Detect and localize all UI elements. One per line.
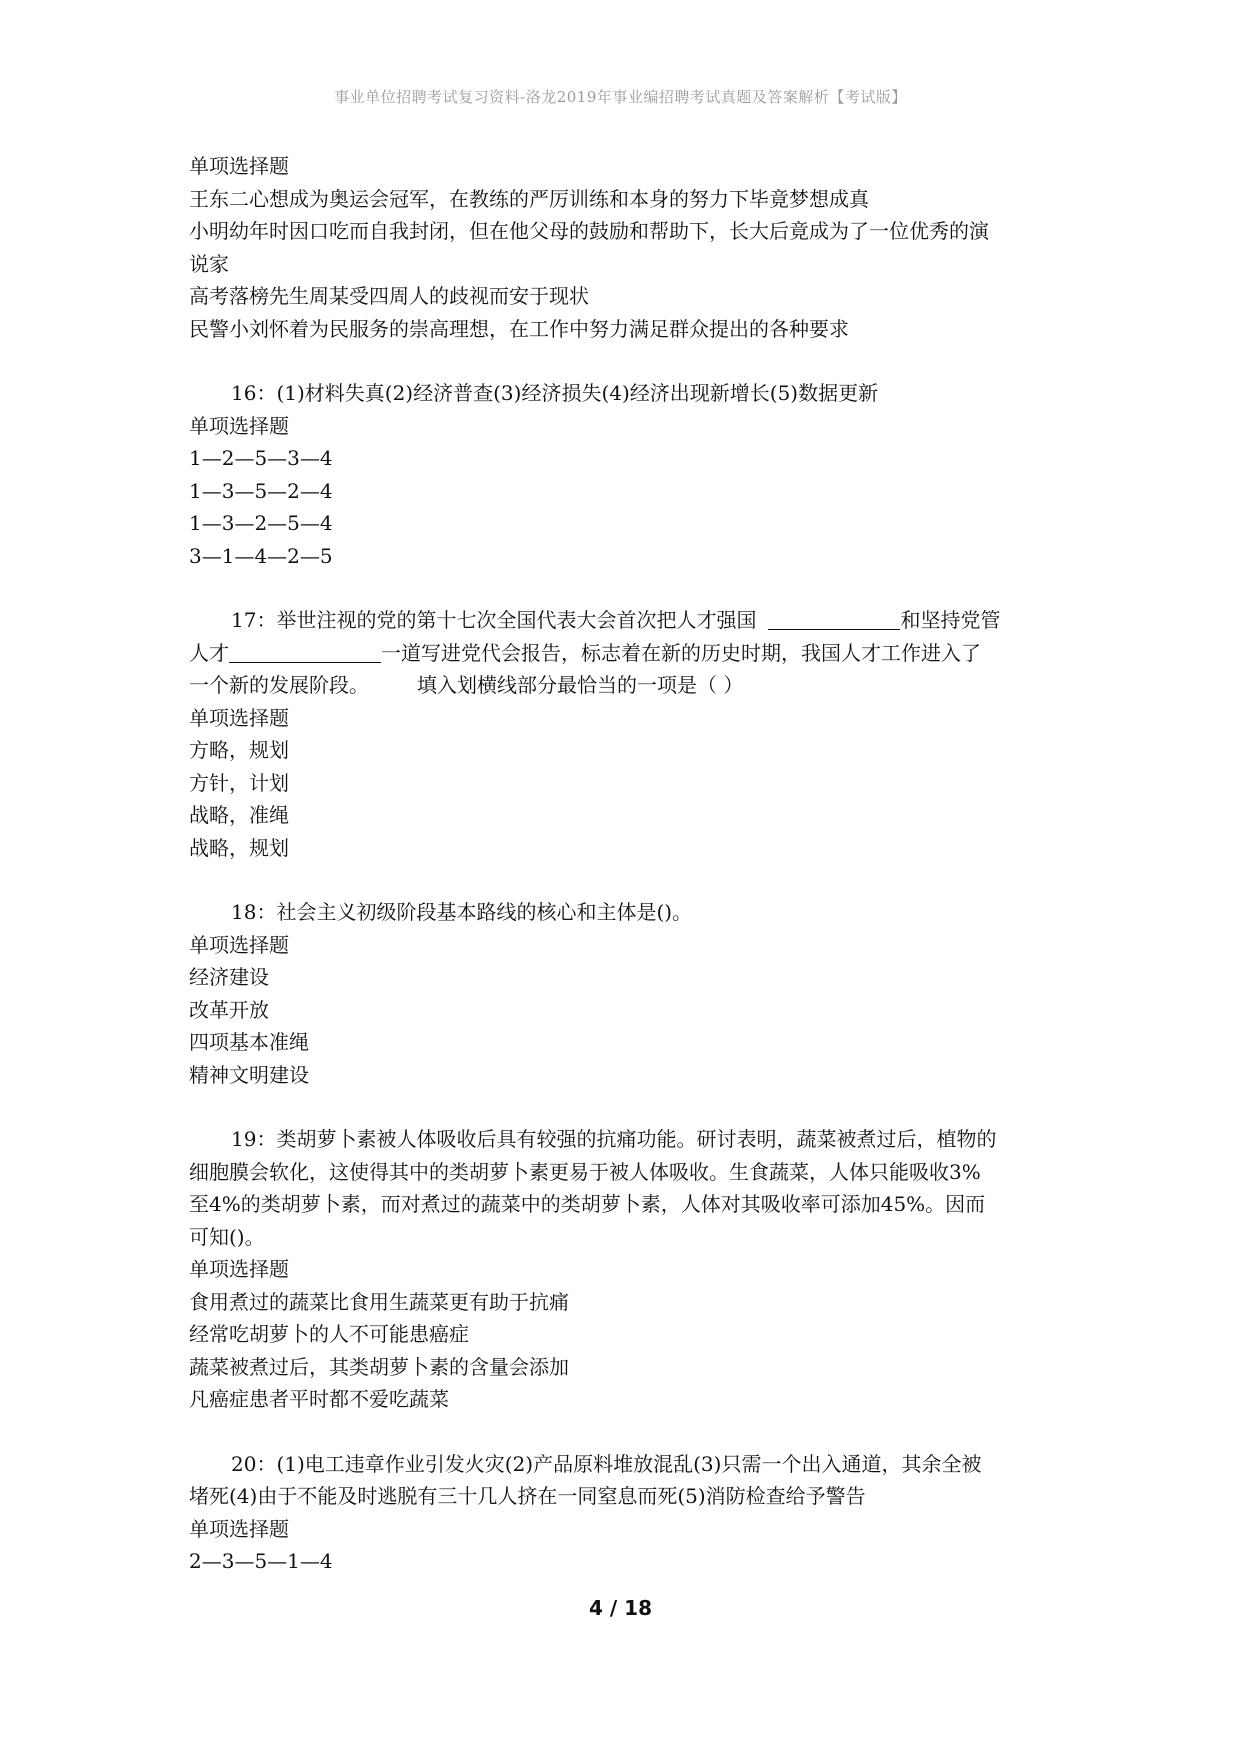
question-stem-line-2: 细胞膜会软化，这使得其中的类胡萝卜素更易于被人体吸收。生食蔬菜，人体只能吸收3% bbox=[189, 1159, 981, 1184]
question-19 bbox=[189, 1123, 1069, 1416]
stem-text: 和坚持党管 bbox=[900, 608, 1001, 632]
question-type: 单项选择题 bbox=[189, 932, 289, 957]
question-stem-line-2: 堵死(4)由于不能及时逃脱有三十几人挤在一同窒息而死(5)消防检查给予警告 bbox=[189, 1484, 866, 1508]
option-c: 战略，准绳 bbox=[189, 803, 289, 827]
option-a: 2—3—5—1—4 bbox=[189, 1549, 333, 1573]
question-stem-line-2 bbox=[189, 637, 1069, 670]
option-b: 方针，计划 bbox=[189, 770, 289, 795]
option-d: 凡癌症患者平时都不爱吃蔬菜 bbox=[189, 1387, 449, 1411]
option-a: 王东二心想成为奥运会冠军，在教练的严厉训练和本身的努力下毕竟梦想成真 bbox=[189, 186, 869, 211]
question-18 bbox=[189, 896, 1069, 1091]
option-c: 四项基本准绳 bbox=[189, 1030, 309, 1054]
question-stem-line-4: 可知()。 bbox=[189, 1224, 265, 1249]
question-15 bbox=[189, 150, 1069, 345]
question-16 bbox=[189, 377, 1069, 572]
question-stem-line-1: 19：类胡萝卜素被人体吸收后具有较强的抗痛功能。研讨表明，蔬菜被煮过后，植物的 bbox=[231, 1127, 997, 1151]
option-d: 战略，规划 bbox=[189, 835, 289, 860]
question-type: 单项选择题 bbox=[189, 705, 289, 730]
page-number: 4 / 18 bbox=[589, 1596, 652, 1620]
option-c: 高考落榜先生周某受四周人的歧视而安于现状 bbox=[189, 284, 589, 308]
question-type: 单项选择题 bbox=[189, 154, 289, 178]
option-c: 1—3—2—5—4 bbox=[189, 511, 333, 535]
stem-text: 一个新的发展阶段。 bbox=[189, 673, 369, 697]
option-d: 民警小刘怀着为民服务的崇高理想，在工作中努力满足群众提出的各种要求 bbox=[189, 316, 849, 341]
question-20 bbox=[189, 1448, 1069, 1578]
stem-text: 一道写进党代会报告，标志着在新的历史时期，我国人才工作进入了 bbox=[381, 640, 981, 665]
option-b: 小明幼年时因口吃而自我封闭，但在他父母的鼓励和帮助下，长大后竟成为了一位优秀的演 bbox=[189, 219, 989, 243]
question-17 bbox=[189, 604, 1069, 864]
option-a: 方略，规划 bbox=[189, 738, 289, 762]
option-d: 精神文明建设 bbox=[189, 1062, 309, 1087]
stem-instruction: 填入划横线部分最恰当的一项是（ ） bbox=[417, 673, 744, 697]
stem-text: 17：举世注视的党的第十七次全国代表大会首次把人才强国 bbox=[231, 608, 757, 632]
question-type: 单项选择题 bbox=[189, 413, 289, 438]
question-stem-line-3 bbox=[189, 669, 1069, 702]
question-type: 单项选择题 bbox=[189, 1257, 289, 1281]
question-stem-line-3: 至4%的类胡萝卜素，而对煮过的蔬菜中的类胡萝卜素，人体对其吸收率可添加45%。因而 bbox=[189, 1192, 986, 1216]
option-a: 经济建设 bbox=[189, 965, 269, 989]
question-stem-line-1 bbox=[189, 604, 1069, 637]
option-b: 改革开放 bbox=[189, 997, 269, 1022]
option-b: 经常吃胡萝卜的人不可能患癌症 bbox=[189, 1322, 469, 1346]
stem-text: 人才 bbox=[189, 640, 229, 665]
question-stem: 16：(1)材料失真(2)经济普查(3)经济损失(4)经济出现新增长(5)数据更新 bbox=[231, 381, 879, 405]
fill-blank-1 bbox=[768, 607, 900, 630]
option-a: 食用煮过的蔬菜比食用生蔬菜更有助于抗痛 bbox=[189, 1289, 569, 1314]
page-header: 事业单位招聘考试复习资料-洛龙2019年事业编招聘考试真题及答案解析【考试版】 bbox=[334, 88, 907, 106]
option-b: 1—3—5—2—4 bbox=[189, 478, 333, 503]
option-d: 3—1—4—2—5 bbox=[189, 543, 333, 568]
option-b-continued: 说家 bbox=[189, 251, 229, 276]
question-stem-line-1: 20：(1)电工违章作业引发火灾(2)产品原料堆放混乱(3)只需一个出入通道，其余全被 bbox=[231, 1451, 982, 1476]
question-type: 单项选择题 bbox=[189, 1516, 289, 1541]
question-stem: 18：社会主义初级阶段基本路线的核心和主体是()。 bbox=[231, 900, 693, 924]
option-a: 1—2—5—3—4 bbox=[189, 446, 333, 470]
option-c: 蔬菜被煮过后，其类胡萝卜素的含量会添加 bbox=[189, 1354, 569, 1379]
fill-blank-2 bbox=[229, 640, 381, 663]
document-body bbox=[189, 150, 1069, 1578]
